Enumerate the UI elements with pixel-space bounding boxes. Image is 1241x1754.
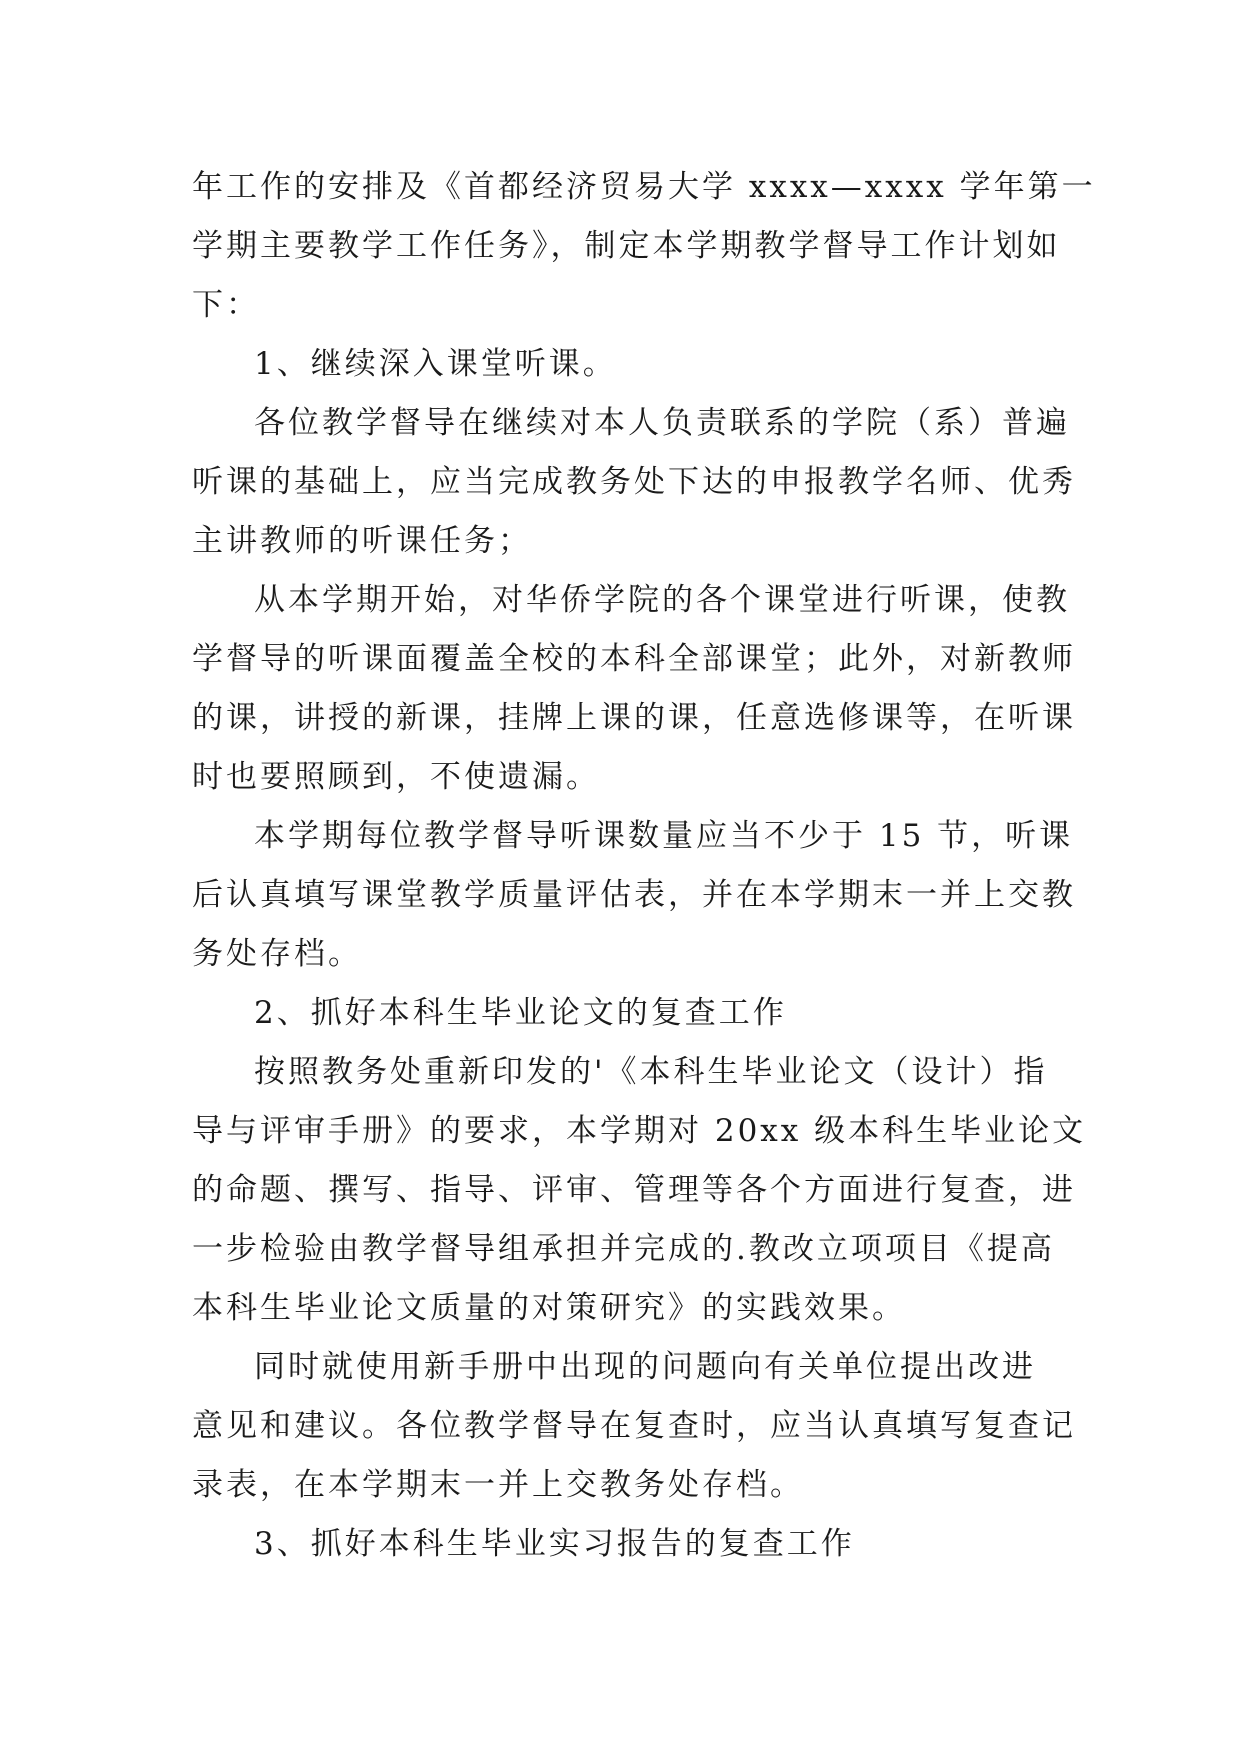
text-line: 务处存档。 [192,936,362,972]
text-line: 下： [192,287,260,323]
text-line: 录表，在本学期末一并上交教务处存档。 [192,1467,804,1503]
text-line: 2、抓好本科生毕业论文的复查工作 [254,995,787,1031]
document-body [192,158,1096,1574]
text-line: 时也要照顾到，不使遗漏。 [192,759,600,795]
text-line: 3、抓好本科生毕业实习报告的复查工作 [254,1526,855,1562]
text-line: 同时就使用新手册中出现的问题向有关单位提出改进 [254,1349,1036,1385]
text-line: 的命题、撰写、指导、评审、管理等各个方面进行复查，进 [192,1172,1076,1208]
text-line: 各位教学督导在继续对本人负责联系的学院（系）普遍 [254,405,1070,441]
text-line: 后认真填写课堂教学质量评估表，并在本学期末一并上交教 [192,877,1076,913]
text-line: 本科生毕业论文质量的对策研究》的实践效果。 [192,1290,906,1326]
text-line: 意见和建议。各位教学督导在复查时，应当认真填写复查记 [192,1408,1076,1444]
text-line: 本学期每位教学督导听课数量应当不少于 15 节，听课 [254,818,1074,854]
text-line: 导与评审手册》的要求，本学期对 20xx 级本科生毕业论文 [192,1113,1087,1149]
text-line: 年工作的安排及《首都经济贸易大学 xxxx—xxxx 学年第一 [192,169,1096,205]
text-line: 按照教务处重新印发的'《本科生毕业论文（设计）指 [254,1054,1048,1090]
text-line: 主讲教师的听课任务； [192,523,532,559]
text-line: 一步检验由教学督导组承担并完成的.教改立项项目《提高 [192,1231,1055,1267]
text-line: 学期主要教学工作任务》，制定本学期教学督导工作计划如 [192,228,1061,264]
text-line: 听课的基础上，应当完成教务处下达的申报教学名师、优秀 [192,464,1076,500]
text-line: 从本学期开始，对华侨学院的各个课堂进行听课，使教 [254,582,1070,618]
text-line: 学督导的听课面覆盖全校的本科全部课堂；此外，对新教师 [192,641,1076,677]
text-line: 1、继续深入课堂听课。 [254,346,617,382]
text-line: 的课，讲授的新课，挂牌上课的课，任意选修课等，在听课 [192,700,1076,736]
